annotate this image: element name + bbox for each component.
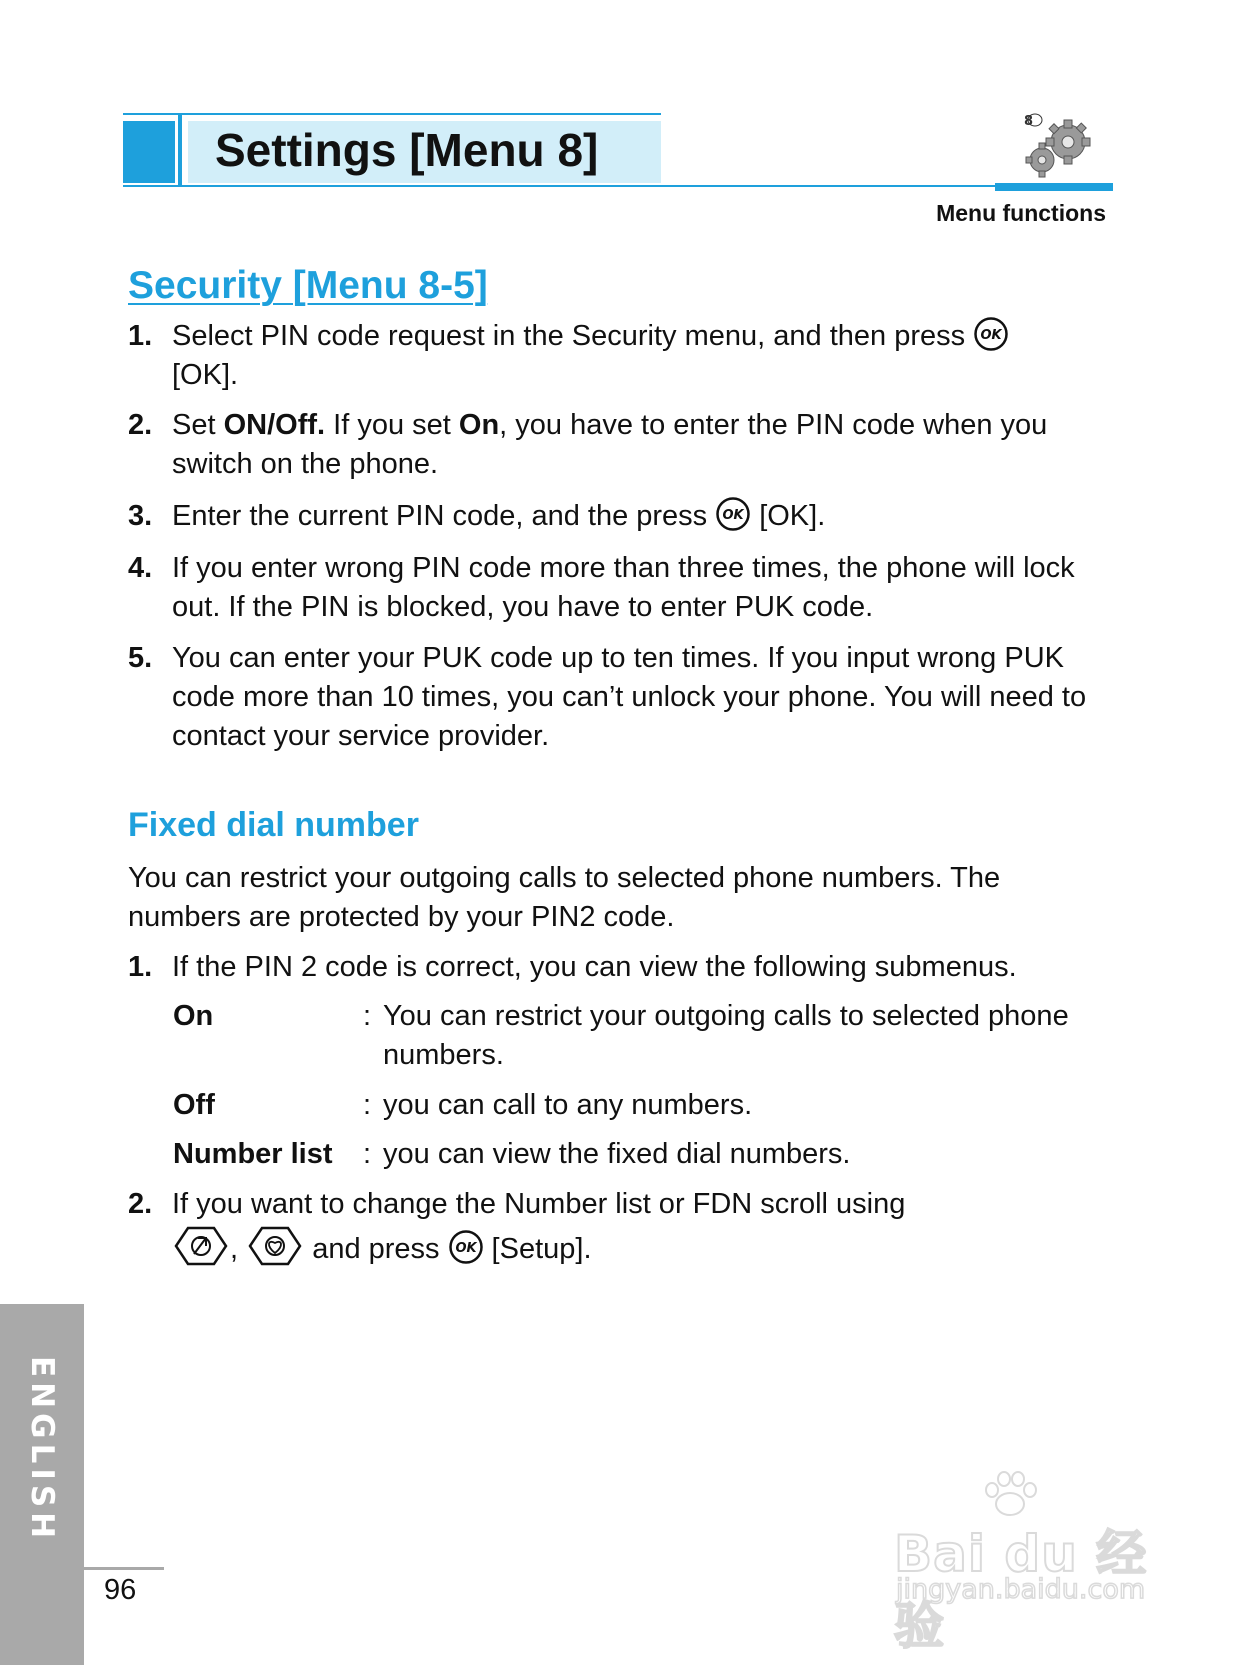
fixed-dial-intro: You can restrict your outgoing calls to selected phone numbers. The numbers are protected by your PIN2 code.: [128, 862, 1001, 933]
list-item: 2. Set ON/Off. If you set On, you have to enter the PIN code when you switch on the phone.: [128, 409, 1048, 480]
fixed-dial-heading: Fixed dial number: [128, 806, 419, 844]
security-heading: Security [Menu 8-5]: [128, 264, 488, 307]
header-square: [123, 121, 175, 183]
list-item: 3. Enter the current PIN code, and the press OK [OK].: [128, 497, 1118, 536]
page-number: 96: [104, 1574, 137, 1606]
header-accent: [995, 183, 1113, 191]
list-item: 1. Select PIN code request in the Security menu, and then press OK [OK].: [128, 317, 1118, 395]
nav-down-key-icon: [246, 1224, 304, 1268]
list-item: 2. If you want to change the Number list or FDN scroll using , and press OK [Setup].: [128, 1185, 1118, 1269]
menu-number: 8: [1024, 114, 1034, 129]
ok-key-icon: [713, 497, 753, 531]
svg-text:OK: OK: [722, 508, 744, 523]
list-item: 4. If you enter wrong PIN code more than three times, the phone will lock out. If the PIN is blocked, you have to enter PUK code.: [128, 552, 1075, 623]
section-label: Menu functions: [936, 200, 1106, 226]
paw-icon: [980, 1470, 1040, 1520]
svg-text:OK: OK: [454, 1241, 477, 1256]
svg-text:OK: OK: [980, 328, 1002, 343]
watermark-brand: Bai du 经验: [894, 1525, 1148, 1655]
header-rule-top: [123, 113, 661, 115]
ok-key-icon: [446, 1230, 486, 1264]
gears-icon: [1022, 112, 1094, 180]
watermark-url: jingyan.baidu.com: [896, 1574, 1146, 1605]
list-item: 1. If the PIN 2 code is correct, you can view the following submenus.: [128, 951, 1017, 983]
list-item: 5. You can enter your PUK code up to ten times. If you input wrong PUK code more than 10 times, you can’t unlock your phone. You will need to contact your service provider.: [128, 642, 1087, 752]
ok-key-icon: [971, 317, 1011, 351]
page-number-rule: [84, 1567, 164, 1570]
nav-up-key-icon: [172, 1224, 230, 1268]
language-label: ENGLISH: [24, 1356, 60, 1544]
page-title: Settings [Menu 8]: [215, 124, 599, 176]
header-rule-bottom: [123, 185, 1113, 187]
watermark: [890, 1470, 1190, 1655]
header-bar: [178, 113, 182, 187]
